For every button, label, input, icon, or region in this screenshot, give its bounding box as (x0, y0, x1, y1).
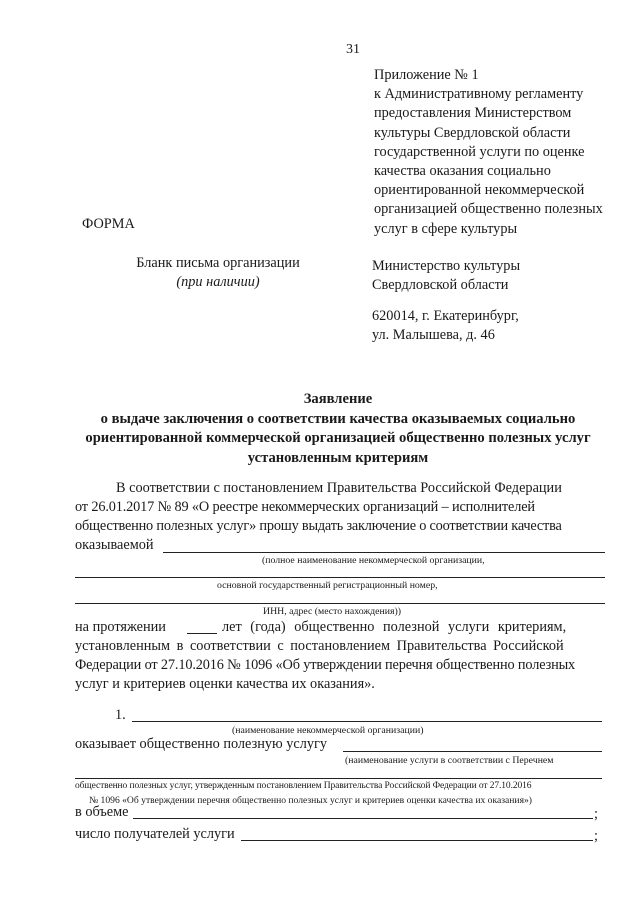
body-text: услуг и критериев оценки качества их оказания». (75, 676, 375, 692)
body-text: на протяжении (75, 619, 166, 635)
recipient-address: ул. Малышева, д. 46 (372, 327, 495, 343)
appendix-line: культуры Свердловской области (374, 124, 571, 141)
ogrn-field[interactable] (75, 577, 605, 578)
years-field[interactable] (187, 633, 217, 634)
field-hint: общественно полезных услуг, утвержденным постановлением Правительства Российской Федерации от 27.10.2016 (75, 781, 532, 791)
body-text: от 26.01.2017 № 89 «О реестре некоммерческих организаций – исполнителей (75, 499, 535, 515)
field-hint: (наименование услуги в соответствии с Перечнем (345, 755, 554, 766)
appendix-line: предоставления Министерством (374, 105, 572, 122)
appendix-line: государственной услуги по оценке (374, 143, 585, 160)
title-line: Заявление (303, 391, 373, 407)
title-line: о выдаче заключения о соответствии качества оказываемых социально (100, 410, 576, 427)
letterhead-line: Бланк письма организации (136, 255, 300, 271)
recipients-count-field[interactable] (241, 840, 593, 841)
body-text: В соответствии с постановлением Правительства Российской Федерации (116, 480, 562, 496)
punctuation: ; (594, 828, 598, 844)
appendix-line: услуг в сфере культуры (374, 220, 518, 237)
appendix-line: организацией общественно полезных (374, 201, 603, 218)
body-text: число получателей услуги (75, 826, 235, 842)
page-number: 31 (346, 42, 360, 57)
body-text: оказывает общественно полезную услугу (75, 736, 328, 752)
forma-label: ФОРМА (82, 216, 135, 232)
body-text: лет (года) общественно полезной услуги критериям, (222, 619, 567, 635)
field-hint: № 1096 «Об утверждении перечня общественно полезных услуг и критериев оценки качества их оказания») (89, 795, 532, 806)
appendix-line: Приложение № 1 (374, 67, 479, 83)
item-number: 1. (115, 707, 126, 723)
recipient-address: 620014, г. Екатеринбург, (372, 308, 519, 324)
inn-address-field[interactable] (75, 603, 605, 604)
appendix-line: качества оказания социально (374, 163, 551, 180)
body-text: оказываемой (75, 537, 154, 553)
letterhead-note (131, 254, 305, 292)
field-hint: ИНН, адрес (место нахождения)) (263, 606, 402, 617)
document-title (60, 390, 616, 468)
appendix-line: ориентированной некоммерческой (374, 182, 585, 199)
service-name-field[interactable] (343, 751, 602, 752)
body-text: общественно полезных услуг» прошу выдать заключение о соответствии качества (75, 518, 562, 534)
volume-field[interactable] (133, 818, 593, 819)
field-hint: (полное наименование некоммерческой организации, (262, 555, 485, 566)
recipient-name: Свердловской области (372, 277, 509, 293)
body-text: в объеме (75, 804, 129, 820)
recipient-name: Министерство культуры (372, 258, 521, 274)
letterhead-optional: (при наличии) (176, 274, 260, 290)
field-hint: (наименование некоммерческой организации) (232, 725, 424, 736)
body-text: Федерации от 27.10.2016 № 1096 «Об утверждении перечня общественно полезных (75, 657, 576, 673)
org-name-field[interactable] (163, 552, 605, 553)
body-text: установленным в соответствии с постановлением Правительства Российской (75, 638, 564, 654)
title-line: ориентированной коммерческой организацией общественно полезных услуг (85, 430, 591, 447)
org-name-field[interactable] (132, 721, 602, 722)
recipient-block (372, 257, 520, 345)
title-line: установленным критериям (247, 449, 429, 466)
appendix-block (374, 66, 603, 239)
field-hint: основной государственный регистрационный номер, (217, 580, 438, 591)
service-name-field-cont[interactable] (75, 778, 602, 779)
appendix-line: к Административному регламенту (374, 86, 584, 103)
punctuation: ; (594, 806, 598, 822)
